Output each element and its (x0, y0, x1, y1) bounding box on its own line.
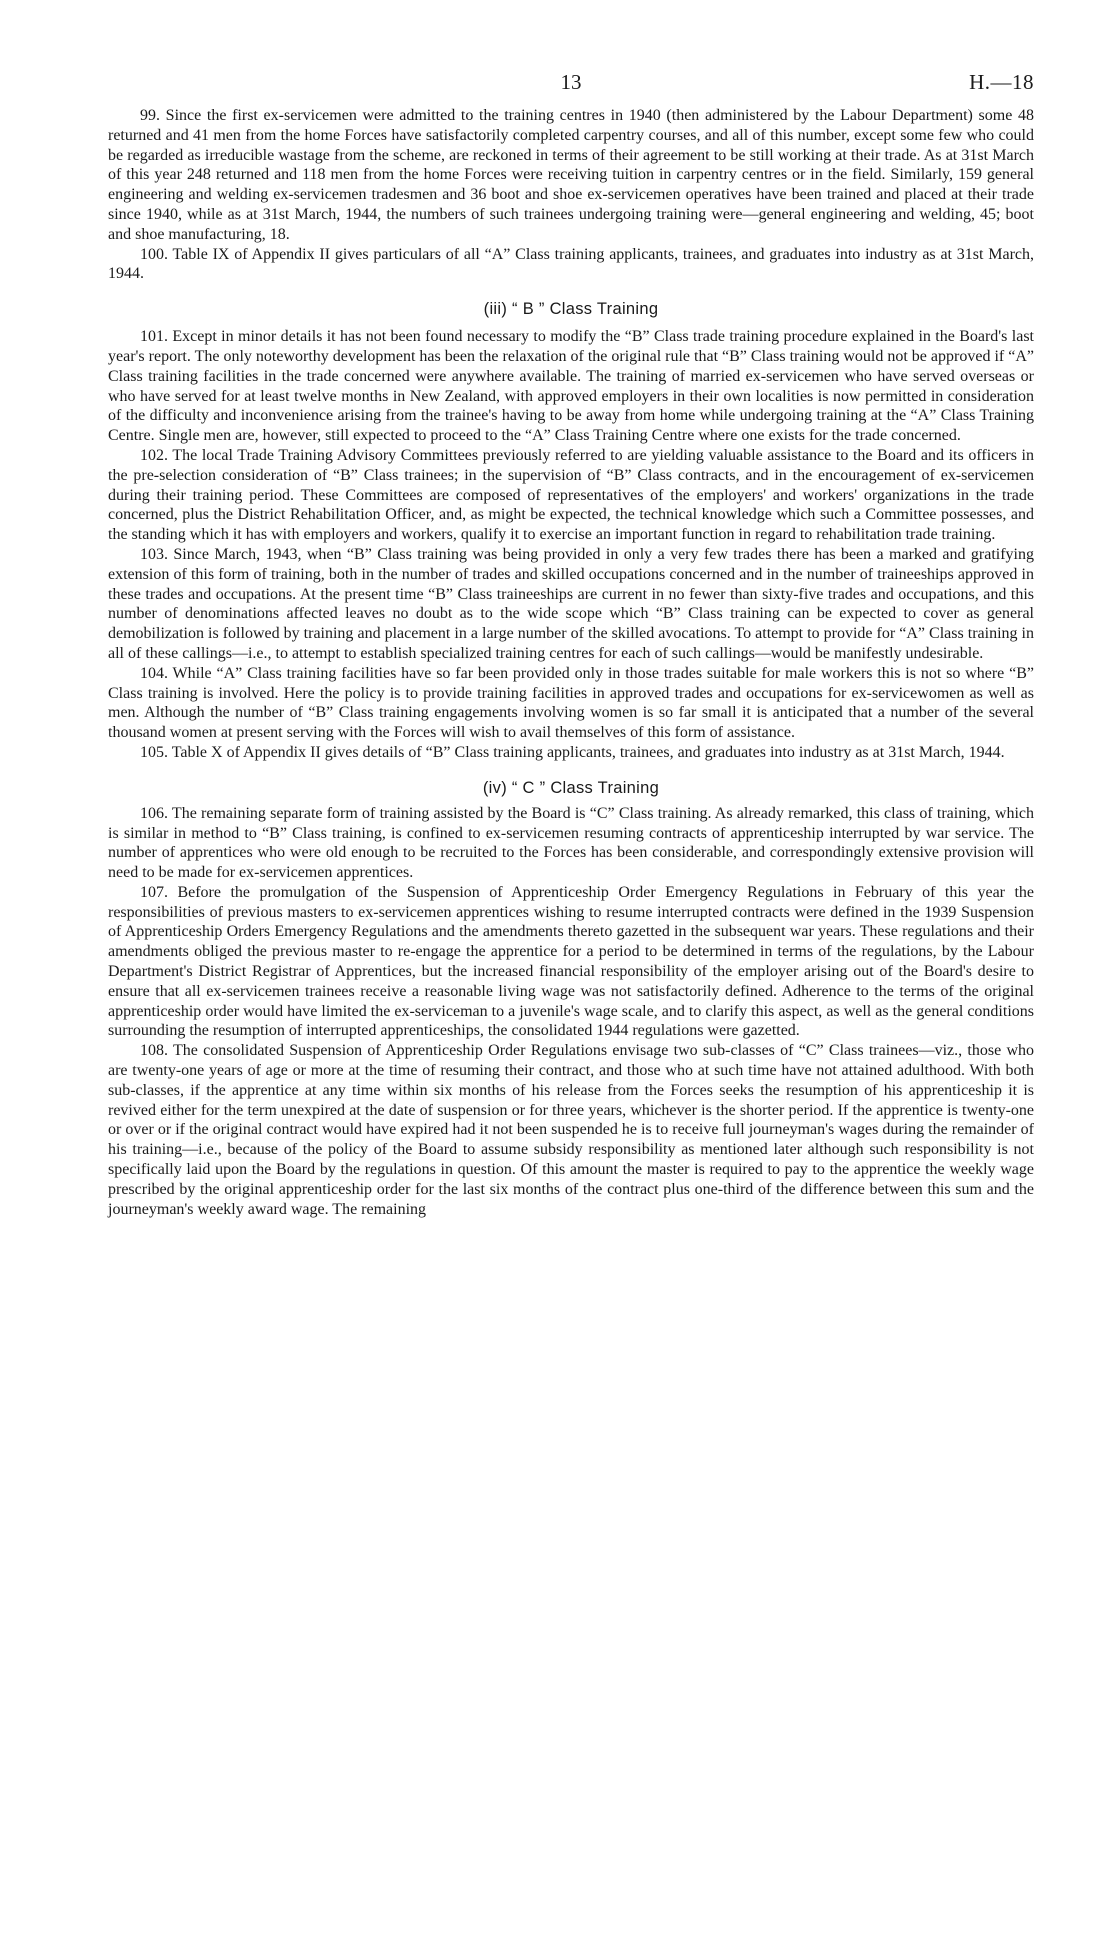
paragraph-102: 102. The local Trade Training Advisory Committees previously referred to are yielding valuable assistance to the Board and its officers in the pre-selection consideration of “B” Class trainees; in the supervision of “B” Class contracts, and in the encouragement of ex-servicemen during their training period. These Committees are composed of representatives of the employers' and workers' organizations in the trade concerned, plus the District Rehabilitation Officer, and, as might be expected, the technical knowledge which such a Committee possesses, and the standing which it has with employers and workers, qualify it to exercise an important function in regard to rehabilitation trade training. (108, 446, 1034, 544)
paragraph-106: 106. The remaining separate form of training assisted by the Board is “C” Class training. As already remarked, this class of training, which is similar in method to “B” Class training, is confined to ex-servicemen resuming contracts of apprenticeship interrupted by war service. The number of apprentices who were old enough to be recruited to the Forces has been considerable, and correspondingly extensive provision will need to be made for ex-servicemen apprentices. (108, 804, 1034, 882)
paragraph-100: 100. Table IX of Appendix II gives particulars of all “A” Class training applicants, trainees, and graduates into industry as at 31st March, 1944. (108, 245, 1034, 283)
heading-c-class-training: (iv) “ C ” Class Training (482, 778, 660, 797)
paragraph-101: 101. Except in minor details it has not been found necessary to modify the “B” Class trade training procedure explained in the Board's last year's report. The only noteworthy development has been the relaxation of the original rule that “B” Class training would not be approved if “A” Class training facilities in the trade concerned were anywhere available. The training of married ex-servicemen who have served overseas or who have served for at least twelve months in New Zealand, with approved employers in their own localities is now permitted in consideration of the difficulty and inconvenience arising from the trainee's having to be away from home while undergoing training at the “A” Class Training Centre. Single men are, however, still expected to proceed to the “A” Class Training Centre where one exists for the trade concerned. (108, 328, 1034, 445)
paragraph-104: 104. While “A” Class training facilities have so far been provided only in those trades suitable for male workers this is not so where “B” Class training is involved. Here the policy is to provide training facilities in approved trades and occupations for ex-servicewomen as well as men. Although the number of “B” Class training engagements involving women is so far small it is anticipated that a number of the several thousand women at present serving with the Forces will wish to avail themselves of this form of assistance. (108, 664, 1034, 742)
paragraph-103: 103. Since March, 1943, when “B” Class training was being provided in only a very few trades there has been a marked and gratifying extension of this form of training, both in the number of trades and skilled occupations concerned and in the number of traineeships approved in these trades and occupations. At the present time “B” Class traineeships are current in no fewer than sixty-five trades and occupations, and this number of denominations affected leaves no doubt as to the wide scope which “B” Class training can be expected to cover as general demobilization is followed by training and placement in a large number of the skilled avocations. To attempt to provide for “A” Class training in all of these callings—i.e., to attempt to establish specialized training centres for each of such callings—would be manifestly undesirable. (108, 545, 1034, 662)
running-header (108, 70, 1034, 106)
document-page (108, 70, 1034, 1219)
page-number: 13 (560, 70, 582, 94)
paragraph-99: 99. Since the first ex-servicemen were admitted to the training centres in 1940 (then administered by the Labour Department) some 48 returned and 41 men from the home Forces have satisfactorily completed carpentry courses, and all of this number, except some few who could be regarded as irreducible wastage from the scheme, are reckoned in terms of their agreement to be still working at their trade. As at 31st March of this year 248 returned and 118 men from the home Forces were receiving tuition in carpentry centres or in the field. Similarly, 159 general engineering and welding ex-servicemen tradesmen and 36 boot and shoe ex-servicemen operatives have been trained and placed at their trade since 1940, while as at 31st March, 1944, the numbers of such trainees undergoing training were—general engineering and welding, 45; boot and shoe manufacturing, 18. (108, 107, 1034, 243)
paragraph-105: 105. Table X of Appendix II gives details of “B” Class training applicants, trainees, and graduates into industry as at 31st March, 1944. (140, 743, 1005, 761)
heading-b-class-training: (iii) “ B ” Class Training (483, 300, 659, 319)
paragraph-108: 108. The consolidated Suspension of Apprenticeship Order Regulations envisage two sub-classes of “C” Class trainees—viz., those who are twenty-one years of age or more at the time of resuming their contract, and those who at such time have not attained adulthood. With both sub-classes, if the apprentice at any time within six months of his release from the Forces seeks the resumption of his apprenticeship it is revived either for the term unexpired at the date of suspension or for three years, whichever is the shorter period. If the apprentice is twenty-one or over or if the original contract would have expired had it not been suspended he is to receive full journeyman's wages during the remainder of his training—i.e., because of the policy of the Board to assume subsidy responsibility as mentioned later although such responsibility is not specifically laid upon the Board by the regulations in question. Of this amount the master is required to pay to the apprentice the weekly wage prescribed by the original apprenticeship order for the last six months of the contract plus one-third of the difference between this sum and the journeyman's weekly award wage. The remaining (108, 1042, 1034, 1218)
paragraph-107: 107. Before the promulgation of the Suspension of Apprenticeship Order Emergency Regulations in February of this year the responsibilities of previous masters to ex-servicemen apprentices wishing to resume interrupted contracts were defined in the 1939 Suspension of Apprenticeship Orders Emergency Regulations and the amendments thereto gazetted in the subsequent war years. These regulations and their amendments obliged the previous master to re-engage the apprentice for a period to be determined in terms of the regulations, by the Labour Department's District Registrar of Apprentices, but the increased financial responsibility of the employer arising out of the Board's desire to ensure that all ex-servicemen trainees receive a reasonable living wage was not satisfactorily defined. Adherence to the terms of the original apprenticeship order would have limited the ex-serviceman to a juvenile's wage scale, and to clarify this aspect, as well as the general conditions surrounding the resumption of interrupted apprenticeships, the consolidated 1944 regulations were gazetted. (108, 883, 1034, 1040)
document-reference: H.—18 (969, 70, 1034, 94)
